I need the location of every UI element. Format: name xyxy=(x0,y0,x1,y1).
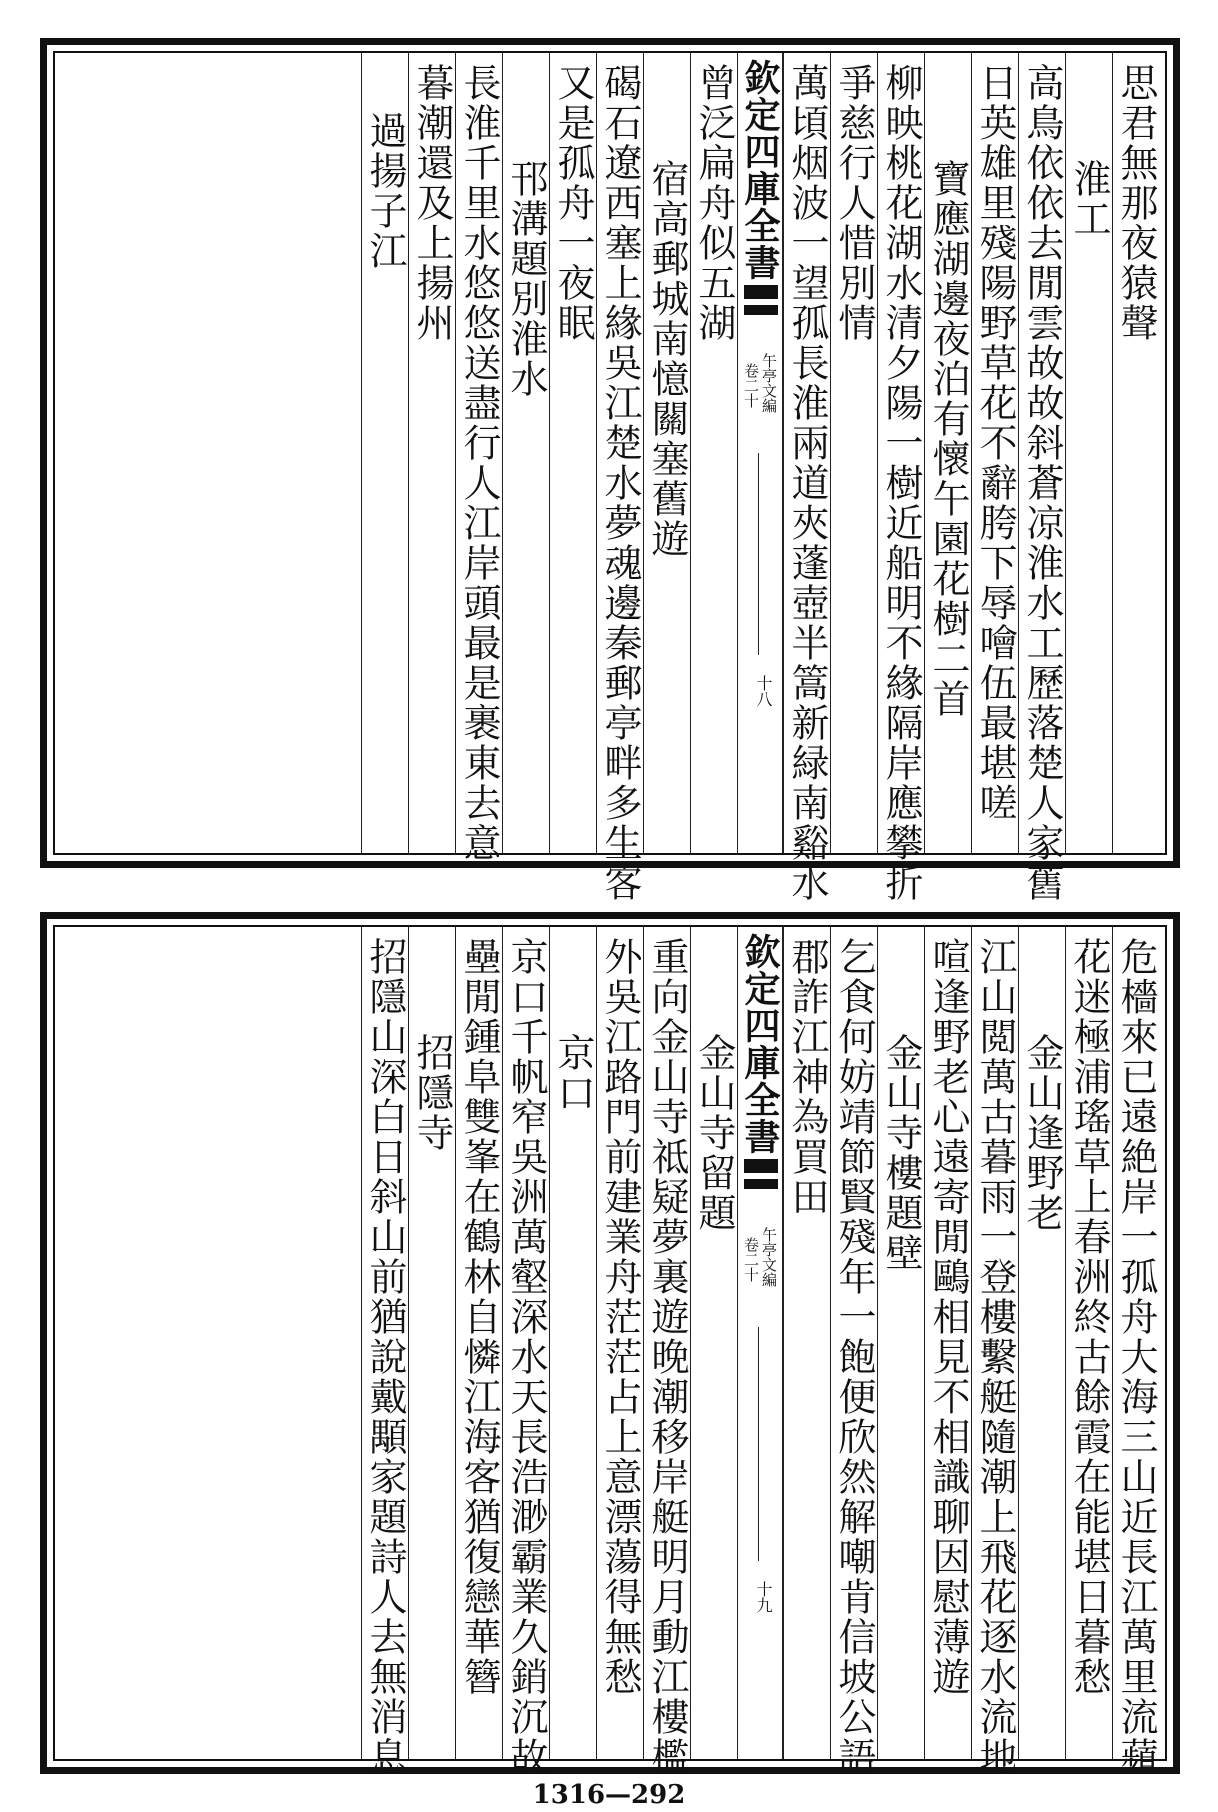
text-column xyxy=(408,53,455,853)
text-column xyxy=(502,927,549,1777)
text-column xyxy=(1065,927,1112,1759)
column-text: 曾泛扁舟似五湖 xyxy=(692,63,736,343)
lower-page-frame xyxy=(40,912,1180,1777)
column-text: 長淮千里水悠悠送盡行人江岸頭最是裹東去意 xyxy=(457,63,501,863)
fishtail-mark-lower xyxy=(744,1179,778,1189)
column-text: 爭慈行人惜別情 xyxy=(832,63,876,343)
text-column xyxy=(596,927,643,1759)
text-column xyxy=(877,53,924,903)
column-text: 碣石遼西塞上緣吳江楚水夢魂邊秦郵亭畔多生客 xyxy=(598,63,642,903)
column-text: 郡詐江神為買田 xyxy=(785,937,829,1217)
column-text: 又是孤舟一夜眠 xyxy=(551,63,595,343)
text-column xyxy=(455,927,502,1759)
column-text: 寶應湖邊夜泊有懷午園花樹二首 xyxy=(926,159,970,719)
column-text: 花迷極浦瑤草上春洲終古餘霞在能堪日暮愁 xyxy=(1067,937,1111,1697)
text-column xyxy=(408,927,455,1759)
text-column xyxy=(643,927,690,1777)
column-text: 金山寺留題 xyxy=(692,1033,736,1233)
column-text: 江山閲萬古暮雨一登樓繫艇隨潮上飛花逐水流地 xyxy=(973,937,1017,1777)
text-column xyxy=(1018,53,1065,903)
text-column xyxy=(1112,53,1159,853)
fishtail-mark-lower xyxy=(744,305,778,315)
text-column xyxy=(971,53,1018,853)
column-text: 招隱山深白日斜山前猶說戴顒家題詩人去無消息 xyxy=(363,937,407,1777)
leaf-number: 十八 xyxy=(754,675,773,707)
center-fold-column xyxy=(737,53,783,853)
fishtail-mark-upper xyxy=(744,1159,778,1173)
book-title: 午亭文編 xyxy=(760,353,778,413)
column-text: 危檣來已遠絶岸一孤舟大海三山近長江萬里流蘋 xyxy=(1114,937,1158,1777)
text-column xyxy=(971,927,1018,1777)
column-text: 淮工 xyxy=(1067,159,1111,239)
column-text: 金山寺樓題壁 xyxy=(879,1033,923,1273)
text-column xyxy=(502,53,549,853)
column-text: 柳映桃花湖水清夕陽一樹近船明不緣隔岸應攀折 xyxy=(879,63,923,903)
column-text: 外吳江路門前建業舟茫茫占上意漂蕩得無愁 xyxy=(598,937,642,1697)
book-title: 午亭文編 xyxy=(760,1227,778,1287)
volume-label: 卷二十 xyxy=(742,363,760,408)
lower-page-inner-border xyxy=(53,925,1167,1777)
column-text: 京口 xyxy=(551,1033,595,1113)
leaf-number: 十九 xyxy=(754,1581,773,1613)
text-column xyxy=(924,53,971,853)
center-rule-line xyxy=(758,1327,759,1561)
collection-title: 欽定四庫全書 xyxy=(739,59,781,281)
text-column xyxy=(877,927,924,1759)
text-column xyxy=(1018,927,1065,1759)
column-text: 重向金山寺祗疑夢裏遊晚潮移岸艇明月動江樓檻 xyxy=(645,937,689,1777)
text-column xyxy=(361,53,408,853)
text-column xyxy=(690,927,737,1759)
center-rule-line xyxy=(758,453,759,655)
upper-page-inner-border xyxy=(53,51,1167,903)
text-column xyxy=(830,927,877,1777)
column-text: 過揚子江 xyxy=(363,111,407,271)
column-text: 暮潮還及上揚州 xyxy=(410,63,454,343)
column-text: 金山逢野老 xyxy=(1020,1033,1064,1233)
text-column xyxy=(1065,53,1112,853)
footer-page-number: 1316—292 xyxy=(532,1780,686,1810)
column-text: 乞食何妨靖節賢殘年一飽便欣然解嘲肯信坡公語 xyxy=(832,937,876,1777)
column-text: 京口千帆窄吳洲萬壑深水天長浩渺霸業久銷沉故 xyxy=(504,937,548,1777)
text-column xyxy=(549,927,596,1759)
text-column xyxy=(830,53,877,853)
column-text: 萬頃烟波一望孤長淮兩道夾蓬壺半篙新緑南谿水 xyxy=(785,63,829,903)
column-text: 日英雄里殘陽野草花不辭胯下辱噲伍最堪嗟 xyxy=(973,63,1017,823)
column-text: 壘閒鍾阜雙峯在鶴林自憐江海客猶復戀華簪 xyxy=(457,937,501,1697)
text-column xyxy=(643,53,690,853)
column-text: 喧逢野老心遠寄閒鷗相見不相識聊因慰薄遊 xyxy=(926,937,970,1697)
fishtail-mark-upper xyxy=(744,285,778,299)
text-column xyxy=(1112,927,1159,1777)
text-column xyxy=(596,53,643,903)
collection-title: 欽定四庫全書 xyxy=(739,933,781,1155)
text-column xyxy=(783,53,830,903)
volume-label: 卷二十 xyxy=(742,1237,760,1282)
text-column xyxy=(924,927,971,1759)
column-text: 思君無那夜猿聲 xyxy=(1114,63,1158,343)
text-column xyxy=(549,53,596,853)
text-column xyxy=(455,53,502,863)
column-text: 宿高郵城南憶關塞舊遊 xyxy=(645,159,689,559)
upper-page-frame xyxy=(40,38,1180,903)
center-fold-column xyxy=(737,927,783,1759)
column-text: 邗溝題別淮水 xyxy=(504,159,548,399)
column-text: 高鳥依依去閒雲故故斜蒼凉淮水工歷落楚人家舊 xyxy=(1020,63,1064,903)
text-column xyxy=(783,927,830,1759)
column-text: 招隱寺 xyxy=(410,1033,454,1153)
text-column xyxy=(690,53,737,853)
text-column xyxy=(361,927,408,1777)
